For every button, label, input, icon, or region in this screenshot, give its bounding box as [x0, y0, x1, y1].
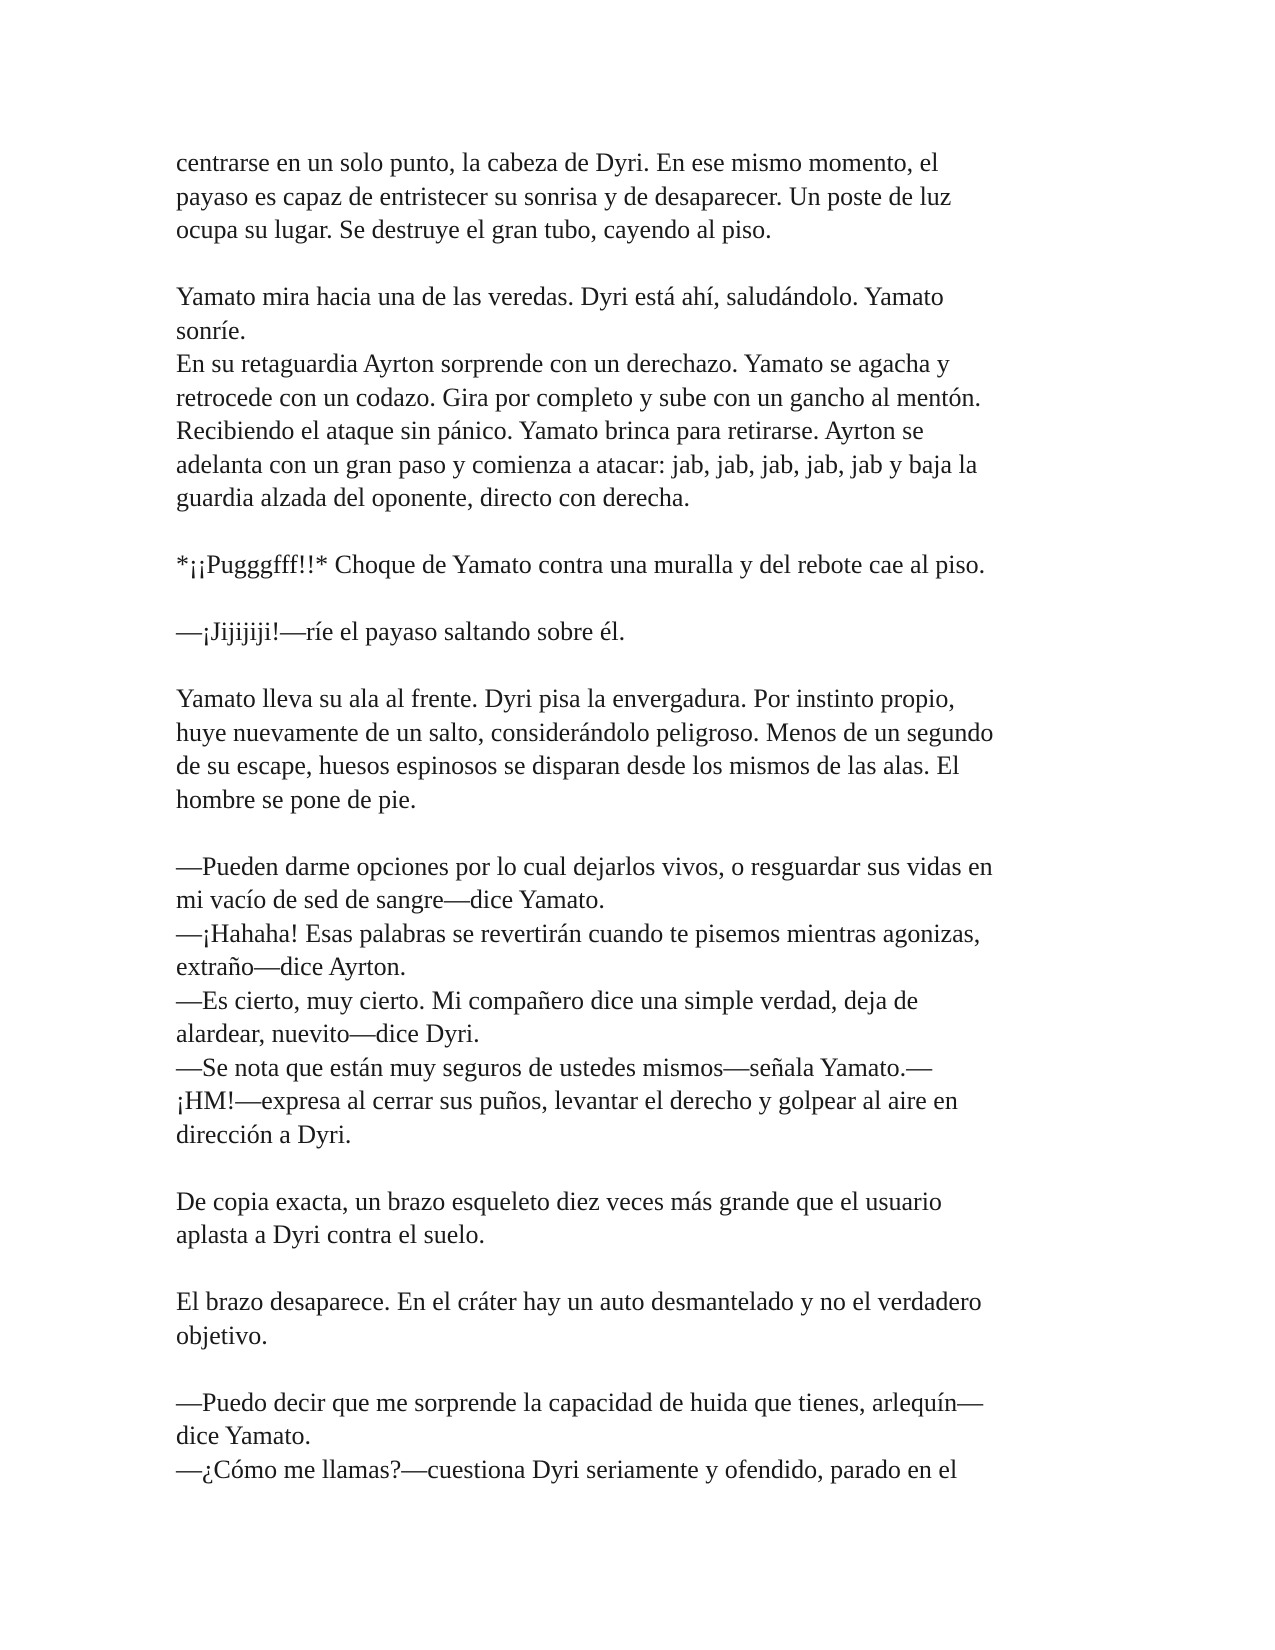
text-line: Yamato lleva su ala al frente. Dyri pisa la envergadura. Por instinto propio,	[176, 684, 955, 713]
text-line: payaso es capaz de entristecer su sonrisa y de desaparecer. Un poste de luz	[176, 181, 952, 211]
text-line: guardia alzada del oponente, directo con derecha.	[176, 483, 690, 512]
text-line: —¡Hahaha! Esas palabras se revertirán cuando te pisemos mientras agonizas,	[176, 918, 981, 948]
text-line: —Pueden darme opciones por lo cual dejarlos vivos, o resguardar sus vidas en	[176, 851, 993, 881]
text-line: De copia exacta, un brazo esqueleto diez veces más grande que el usuario	[176, 1186, 942, 1216]
text-line: hombre se pone de pie.	[176, 784, 417, 814]
paragraph	[176, 1285, 1106, 1352]
text-line: sonríe.	[176, 315, 247, 345]
text-line: ¡HM!—expresa al cerrar sus puños, levantar el derecho y golpear al aire en	[176, 1086, 958, 1115]
text-line: —Se nota que están muy seguros de ustedes mismos—señala Yamato.—	[176, 1052, 933, 1082]
text-line: dice Yamato.	[176, 1421, 312, 1450]
paragraph	[176, 548, 1106, 582]
text-line: aplasta a Dyri contra el suelo.	[176, 1220, 485, 1249]
text-line: *¡¡Pugggfff!!* Choque de Yamato contra una muralla y del rebote cae al piso.	[176, 550, 986, 579]
text-line: El brazo desaparece. En el cráter hay un auto desmantelado y no el verdadero	[176, 1287, 982, 1316]
text-line: huye nuevamente de un salto, considerándolo peligroso. Menos de un segundo	[176, 717, 994, 747]
paragraph	[176, 615, 1106, 649]
paragraph	[176, 280, 1106, 515]
text-line: —¿Cómo me llamas?—cuestiona Dyri seriamente y ofendido, parado en el	[176, 1454, 958, 1484]
text-line: En su retaguardia Ayrton sorprende con un derechazo. Yamato se agacha y	[176, 349, 950, 378]
text-line: retrocede con un codazo. Gira por completo y sube con un gancho al mentón.	[176, 382, 981, 412]
text-line: —Puedo decir que me sorprende la capacidad de huida que tienes, arlequín—	[176, 1387, 984, 1417]
paragraph	[176, 850, 1106, 1152]
text-line: Recibiendo el ataque sin pánico. Yamato brinca para retirarse. Ayrton se	[176, 416, 924, 445]
text-line: objetivo.	[176, 1320, 268, 1350]
document-page	[176, 146, 1106, 1520]
paragraph	[176, 1386, 1106, 1487]
text-line: —Es cierto, muy cierto. Mi compañero dice una simple verdad, deja de	[176, 985, 919, 1015]
text-line: dirección a Dyri.	[176, 1119, 352, 1149]
paragraph	[176, 146, 1106, 247]
paragraph	[176, 682, 1106, 816]
text-line: centrarse en un solo punto, la cabeza de Dyri. En ese mismo momento, el	[176, 148, 939, 177]
text-line: ocupa su lugar. Se destruye el gran tubo, cayendo al piso.	[176, 215, 772, 244]
text-line: adelanta con un gran paso y comienza a atacar: jab, jab, jab, jab, jab y baja la	[176, 449, 978, 479]
paragraph	[176, 1185, 1106, 1252]
text-line: extraño—dice Ayrton.	[176, 952, 407, 981]
text-line: de su escape, huesos espinosos se disparan desde los mismos de las alas. El	[176, 751, 960, 780]
text-line: mi vacío de sed de sangre—dice Yamato.	[176, 885, 605, 914]
text-line: alardear, nuevito—dice Dyri.	[176, 1019, 480, 1048]
text-line: —¡Jijijiji!—ríe el payaso saltando sobre él.	[176, 617, 626, 646]
text-line: Yamato mira hacia una de las veredas. Dyri está ahí, saludándolo. Yamato	[176, 282, 944, 311]
